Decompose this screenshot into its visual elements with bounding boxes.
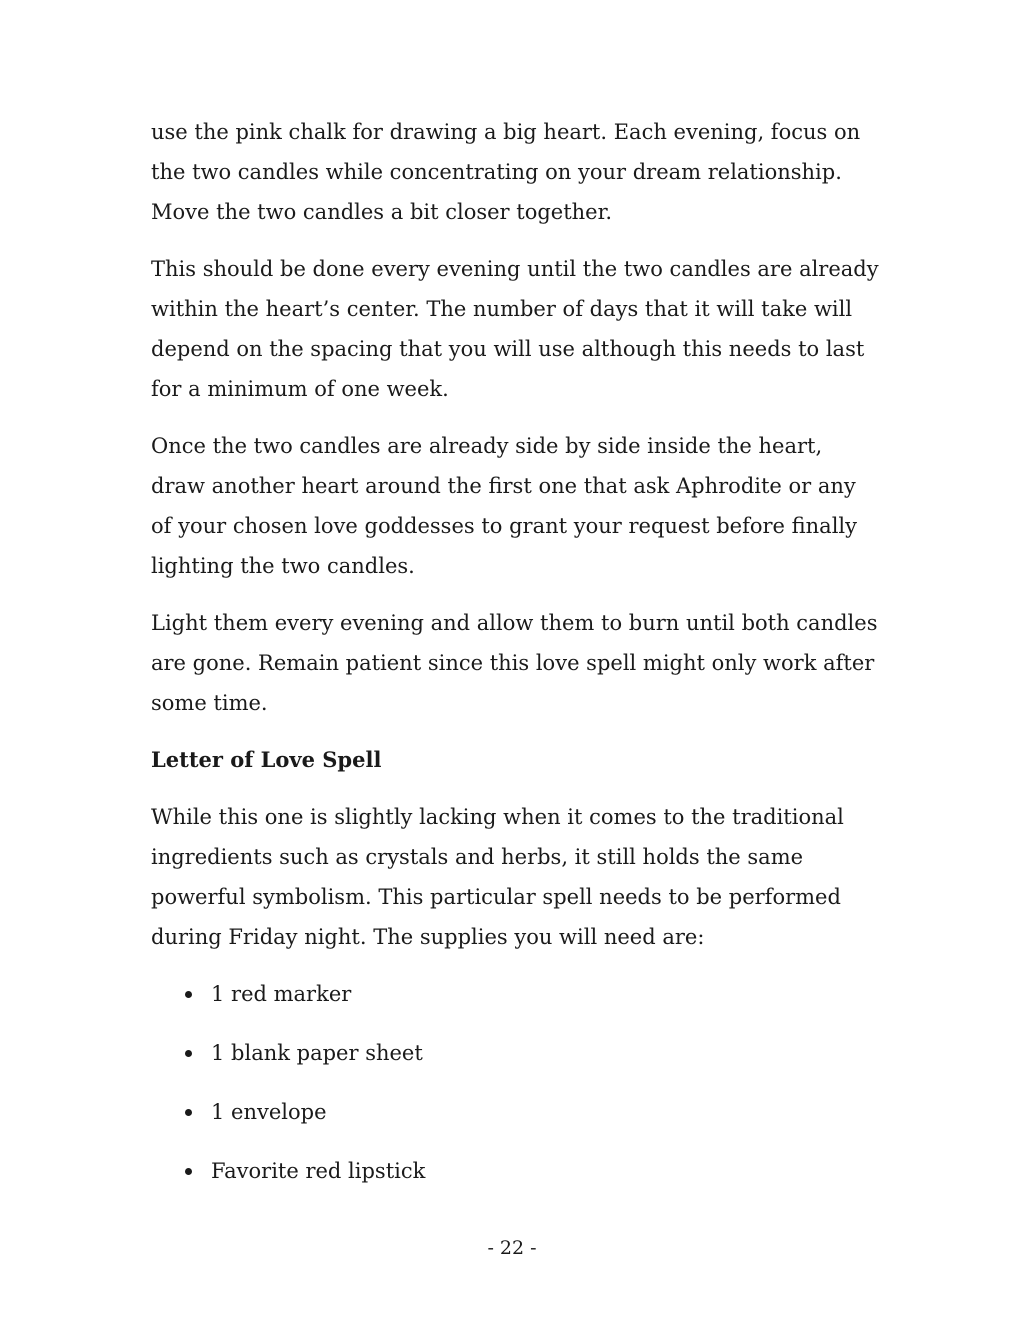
body-paragraph: This should be done every evening until the two candles are already within the heart’s center. The number of days that it will take will depend on the spacing that you will use although this needs to last for a minimum of one week. (151, 257, 879, 401)
page-number: - 22 - (487, 1237, 537, 1259)
bullet-icon (185, 1168, 192, 1175)
supplies-list (151, 974, 881, 1191)
list-item (151, 1033, 881, 1073)
section-heading: Letter of Love Spell (151, 747, 382, 772)
list-item-text: 1 red marker (211, 982, 352, 1006)
body-paragraph: use the pink chalk for drawing a big heart. Each evening, focus on the two candles while concentrating on your dream relationship. Move the two candles a bit closer together. (151, 120, 861, 224)
document-page (151, 112, 881, 1210)
list-item-text: 1 blank paper sheet (211, 1041, 423, 1065)
list-item (151, 1092, 881, 1132)
list-item (151, 974, 881, 1014)
bullet-icon (185, 1050, 192, 1057)
body-paragraph: Once the two candles are already side by side inside the heart, draw another heart around the first one that ask Aphrodite or any of your chosen love goddesses to grant your request before finally lighting the two candles. (151, 434, 858, 578)
body-paragraph: Light them every evening and allow them to burn until both candles are gone. Remain patient since this love spell might only work after some time. (151, 611, 878, 715)
list-item-text: 1 envelope (211, 1100, 327, 1124)
list-item-text: Favorite red lipstick (211, 1159, 426, 1183)
bullet-icon (185, 1109, 192, 1116)
section-intro: While this one is slightly lacking when it comes to the traditional ingredients such as crystals and herbs, it still holds the same powerful symbolism. This particular spell needs to be performed during Friday night. The supplies you will need are: (151, 805, 844, 949)
list-item (151, 1151, 881, 1191)
bullet-icon (185, 991, 192, 998)
